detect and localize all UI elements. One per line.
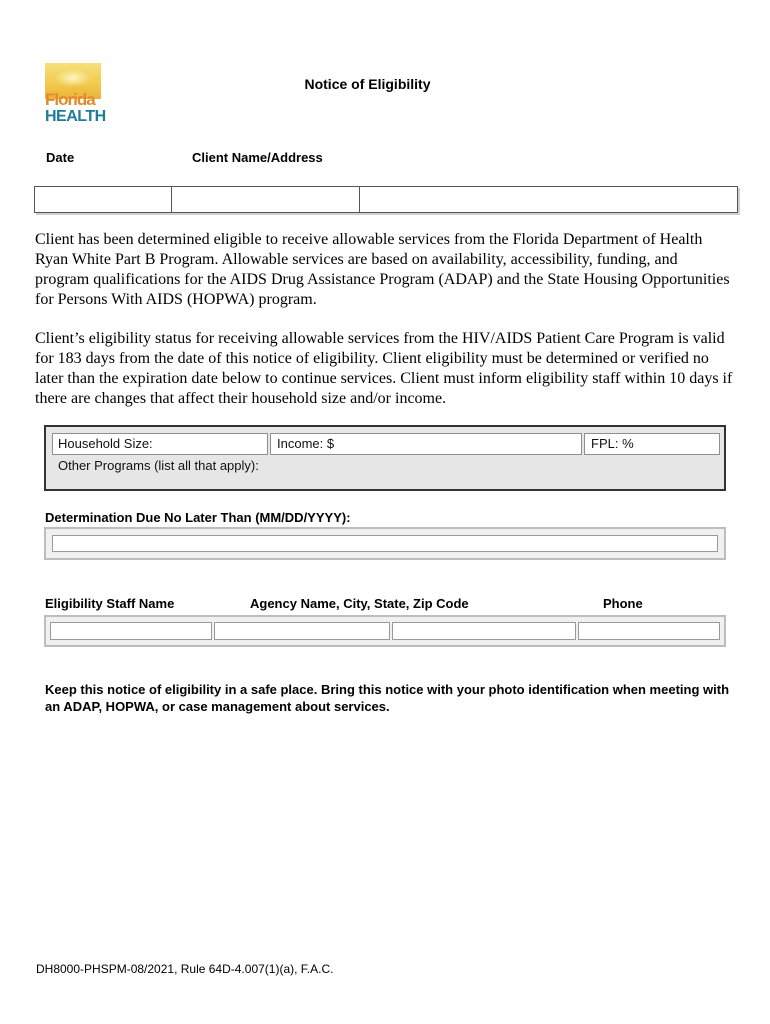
eligibility-staff-name-label: Eligibility Staff Name bbox=[45, 596, 175, 611]
phone-field[interactable] bbox=[578, 622, 720, 640]
city-state-zip-field[interactable] bbox=[392, 622, 576, 640]
eligibility-details-panel bbox=[44, 425, 726, 491]
client-info-row bbox=[34, 186, 738, 213]
agency-label: Agency Name, City, State, Zip Code bbox=[250, 596, 469, 611]
date-label: Date bbox=[46, 150, 75, 165]
income-label: Income: $ bbox=[277, 436, 335, 451]
client-address-field[interactable] bbox=[360, 187, 737, 212]
logo-text-health: HEALTH bbox=[45, 108, 106, 125]
client-name-field[interactable] bbox=[172, 187, 360, 212]
date-field[interactable] bbox=[35, 187, 172, 212]
household-size-label: Household Size: bbox=[58, 436, 153, 451]
determination-date-field[interactable] bbox=[44, 527, 726, 560]
florida-health-logo bbox=[45, 63, 106, 127]
staff-info-row bbox=[44, 615, 726, 647]
client-name-address-label: Client Name/Address bbox=[192, 150, 323, 165]
fpl-label: FPL: % bbox=[591, 436, 634, 451]
form-footer: DH8000-PHSPM-08/2021, Rule 64D-4.007(1)(a), F.A.C. bbox=[36, 962, 334, 976]
determination-label: Determination Due No Later Than (MM/DD/YYYY): bbox=[45, 510, 351, 525]
other-programs-label: Other Programs (list all that apply): bbox=[58, 458, 259, 473]
phone-label: Phone bbox=[603, 596, 643, 611]
safekeeping-notice: Keep this notice of eligibility in a safe place. Bring this notice with your photo identification when meeting with an ADAP, HOPWA, or case management about services. bbox=[45, 682, 730, 714]
logo-text-florida: Florida bbox=[45, 90, 95, 109]
eligibility-paragraph-2: Client’s eligibility status for receiving allowable services from the HIV/AIDS Patient Care Program is valid for 183 days from the date of this notice of eligibility. Client eligibility must be determined or verified no later than the expiration date below to continue services. Client must inform eligibility staff within 10 days if there are changes that affect their household size and/or income. bbox=[35, 330, 733, 407]
agency-field[interactable] bbox=[214, 622, 390, 640]
eligibility-paragraph-1: Client has been determined eligible to receive allowable services from the Florida Department of Health Ryan White Part B Program. Allowable services are based on availability, accessibility, funding, and program qualifications for the AIDS Drug Assistance Program (ADAP) and the State Housing Opportunities for Persons With AIDS (HOPWA) program. bbox=[35, 231, 730, 308]
staff-name-field[interactable] bbox=[50, 622, 212, 640]
page-title: Notice of Eligibility bbox=[304, 76, 431, 92]
